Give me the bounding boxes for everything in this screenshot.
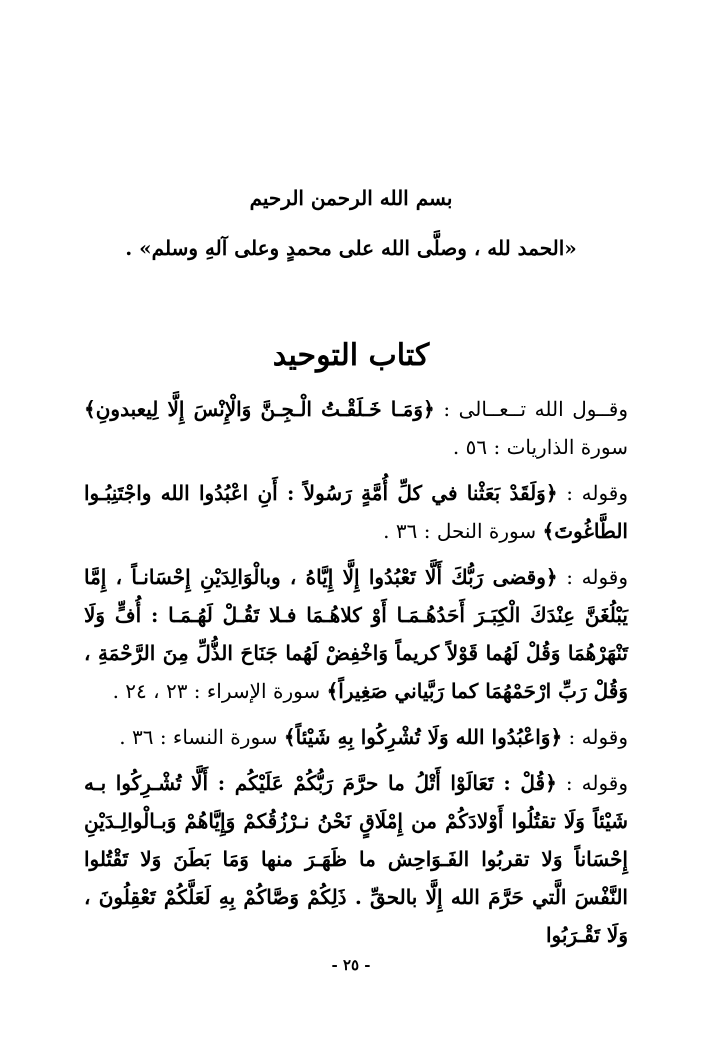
- surah-reference: سورة الذاريات : ٥٦ .: [452, 435, 628, 459]
- surah-reference: سورة الإسراء : ٢٣ ، ٢٤ .: [112, 679, 327, 703]
- surah-reference: سورة النساء : ٣٦ .: [119, 725, 284, 749]
- quran-quote: ﴿وَمَـا خَـلَقْـتُ الْـجِـنَّ وَالْإِنْسَ إِلَّا لِيعبدونِ﴾: [84, 397, 435, 421]
- paragraph: [84, 764, 628, 954]
- quran-quote: ﴿وقضى رَبُّكَ أَلَّا تَعْبُدُوا إِلَّا إِيَّاهُ ، وبالْوَالِدَيْنِ إِحْسَانـاً ، إِمَّا يَبْلُغَنَّ عِنْدَكَ الْكِبَـرَ أَحَدُهُـمَـا أَوْ كلاهُـمَا فـلا تَقُـلْ لَهُـمَـا : أُفٍّ وَلَا تَنْهَرْهُمَا وَقُلْ لَهُما قَوْلاً كريماً وَاخْفِضْ لَهُما جَنَاحَ الذُّلِّ مِنَ الرَّحْمَةِ ، وَقُلْ رَبِّ ارْحَمْهُمَا كما رَبَّياني صَغِيراً﴾: [84, 565, 628, 703]
- opening-praise: «الحمد لله ، وصلَّى الله على محمدٍ وعلى آلهِ وسلم» .: [125, 236, 577, 260]
- quran-quote: ﴿وَلَقَدْ بَعَثْنا في كلِّ أُمَّةٍ رَسُولاً : أَنِ اعْبُدُوا الله واجْتَنِبُـوا الطَّاغُوتَ﴾: [84, 481, 628, 543]
- basmala-heading: بسم الله الرحمن الرحيم: [249, 186, 453, 210]
- quran-quote: ﴿قُلْ : تَعَالَوْا أَتْلُ ما حرَّمَ رَبُّكُمْ عَلَيْكُم : أَلَّا تُشْـرِكُوا بـه شَيْئاً وَلَا تقتُلُوا أَوْلادَكُمْ من إِمْلَاقٍ نَحْنُ نـرْزُقُكمْ وَإِيَّاهُمْ وَبـالْوالِـدَيْنِ إِحْسَاناً وَلا تقربُوا الفَـوَاحِش ما ظَهَـرَ منها وَمَا بَطَنَ وَلا تَقْتُلوا النَّفْسَ الَّتي حَرَّمَ الله إِلَّا بالحقِّ . ذَلِكُمْ وَصَّاكُمْ بِهِ لَعَلَّكُمْ تَعْقِلُونَ ، وَلَا تَقْـرَبُوا: [84, 771, 628, 947]
- paragraph-lead: وقوله :: [562, 725, 628, 749]
- page-number: - ٢٥ -: [331, 956, 371, 974]
- surah-reference: سورة النحل : ٣٦ .: [383, 519, 543, 543]
- body-text: [84, 390, 628, 962]
- paragraph: [84, 718, 628, 756]
- quran-quote: ﴿وَاعْبُدُوا الله وَلَا تُشْرِكُوا بِهِ شَيْئاً﴾: [283, 725, 563, 749]
- paragraph-lead: وقــول الله تــعــالى :: [434, 397, 628, 421]
- paragraph: [84, 390, 628, 466]
- paragraph: [84, 558, 628, 710]
- chapter-title: كتاب التوحيد: [272, 338, 430, 373]
- paragraph-lead: وقوله :: [556, 771, 629, 795]
- paragraph-lead: وقوله :: [557, 481, 628, 505]
- paragraph: [84, 474, 628, 550]
- paragraph-lead: وقوله :: [557, 565, 628, 589]
